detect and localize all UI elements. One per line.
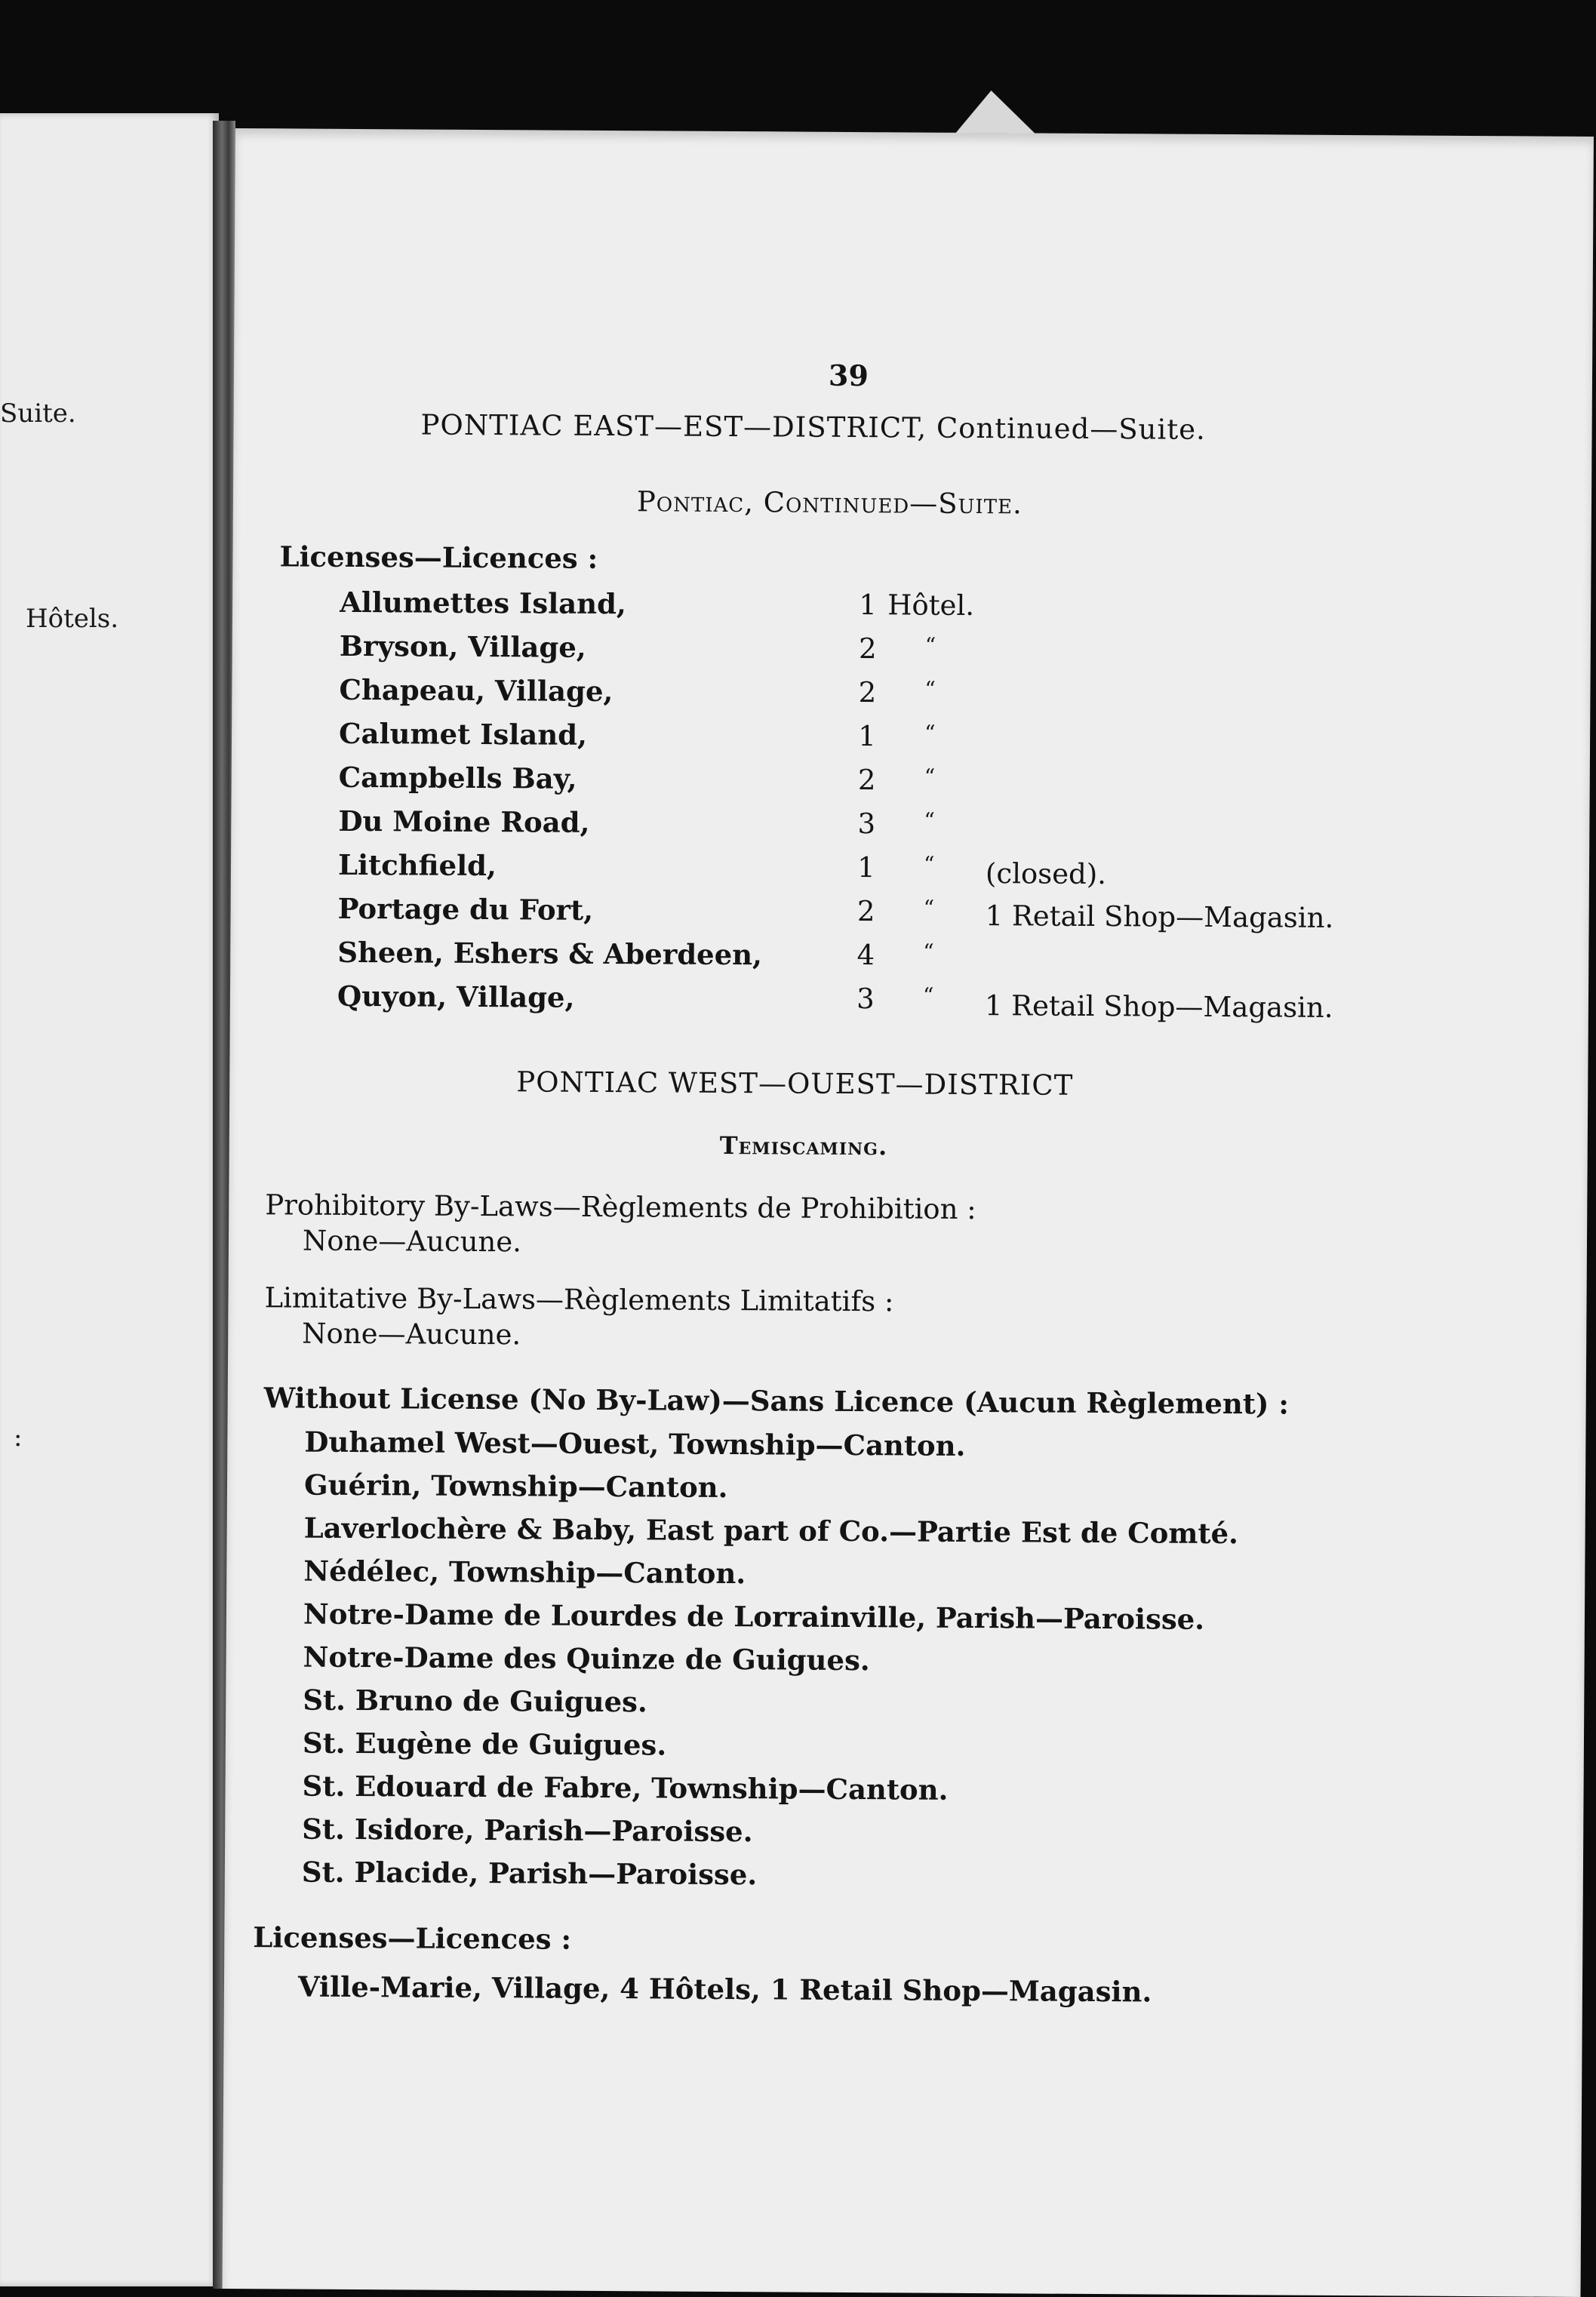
main-page <box>223 128 1594 2297</box>
ditto-mark: “ <box>924 720 936 746</box>
prohibitory-value: None—Aucune. <box>302 1224 522 1259</box>
page-heading: PONTIAC EAST—EST—DISTRICT, Continued—Suite. <box>420 408 1206 446</box>
prohibitory-label: Prohibitory By-Laws—Règlements de Prohibition : <box>265 1188 976 1226</box>
west-licenses-value: Ville-Marie, Village, 4 Hôtels, 1 Retail Shop—Magasin. <box>297 1970 1152 2009</box>
license-place: Du Moine Road, <box>338 804 590 839</box>
left-page-edge <box>0 113 219 2286</box>
license-count: 2 <box>858 676 877 709</box>
list-item: Notre-Dame des Quinze de Guigues. <box>303 1640 870 1677</box>
east-licenses-label: Licenses—Licences : <box>279 540 598 575</box>
list-item: Laverlochère & Baby, East part of Co.—Partie Est de Comté. <box>303 1511 1239 1551</box>
list-item: St. Isidore, Parish—Paroisse. <box>302 1812 753 1849</box>
license-place: Chapeau, Village, <box>339 672 613 709</box>
license-count: 2 <box>857 764 876 797</box>
list-item: Duhamel West—Ouest, Township—Canton. <box>304 1425 966 1462</box>
license-place: Calumet Island, <box>338 716 588 752</box>
license-count: 1 <box>857 851 875 884</box>
license-count: 2 <box>856 895 875 928</box>
page-number: 39 <box>828 358 869 393</box>
license-place: Allumettes Island, <box>340 585 626 621</box>
left-fragment-hotels: Hôtels. <box>26 604 119 634</box>
ditto-mark: “ <box>924 676 936 702</box>
limitative-value: None—Aucune. <box>302 1317 521 1351</box>
list-item: Guérin, Township—Canton. <box>303 1468 728 1505</box>
west-subheading: Temiscaming. <box>719 1130 888 1161</box>
limitative-label: Limitative By-Laws—Règlements Limitatifs : <box>264 1281 894 1318</box>
license-note: 1 Retail Shop—Magasin. <box>985 899 1334 934</box>
ditto-mark: “ <box>924 807 935 833</box>
list-item: St. Bruno de Guigues. <box>303 1683 647 1719</box>
page-subheading: Pontiac, Continued—Suite. <box>636 485 1022 521</box>
west-licenses-label: Licenses—Licences : <box>253 1920 572 1956</box>
license-place: Campbells Bay, <box>338 760 577 795</box>
list-item: Nédélec, Township—Canton. <box>303 1554 746 1591</box>
license-place: Bryson, Village, <box>339 629 586 664</box>
ditto-mark: “ <box>923 939 934 964</box>
west-heading: PONTIAC WEST—OUEST—DISTRICT <box>516 1065 1074 1102</box>
ditto-mark: “ <box>924 764 936 789</box>
list-item: St. Edouard de Fabre, Township—Canton. <box>302 1769 949 1807</box>
left-fragment-colon: : <box>14 1422 23 1453</box>
license-place: Portage du Fort, <box>337 891 594 927</box>
license-place: Sheen, Eshers & Aberdeen, <box>337 935 763 972</box>
license-place: Quyon, Village, <box>337 979 575 1014</box>
without-license-label: Without License (No By-Law)—Sans Licence (Aucun Règlement) : <box>263 1381 1290 1421</box>
license-unit: Hôtel. <box>887 589 975 622</box>
list-item: Notre-Dame de Lourdes de Lorrainville, Parish—Paroisse. <box>303 1597 1205 1636</box>
license-note: 1 Retail Shop—Magasin. <box>984 989 1333 1024</box>
ditto-mark: “ <box>924 632 936 658</box>
license-count: 4 <box>856 939 875 972</box>
list-item: St. Eugène de Guigues. <box>302 1726 667 1762</box>
license-count: 3 <box>856 982 875 1016</box>
ditto-mark: “ <box>922 982 934 1008</box>
license-note: (closed). <box>985 857 1107 891</box>
ditto-mark: “ <box>923 851 935 877</box>
license-count: 2 <box>858 632 877 666</box>
license-place: Litchfield, <box>337 847 497 883</box>
license-count: 3 <box>857 807 876 841</box>
license-count: 1 <box>858 720 876 753</box>
list-item: St. Placide, Parish—Paroisse. <box>301 1855 758 1892</box>
ditto-mark: “ <box>923 895 935 921</box>
license-count: 1 <box>859 589 878 622</box>
left-fragment-suite: Suite. <box>0 398 76 429</box>
